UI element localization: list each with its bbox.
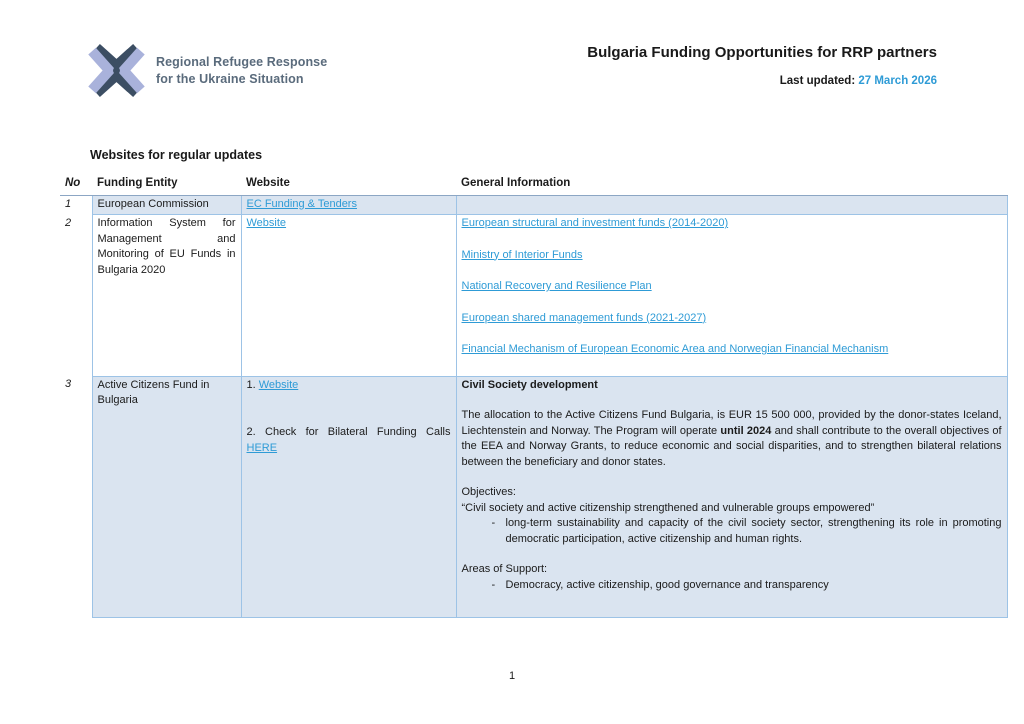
general-information-cell	[456, 195, 1007, 215]
financial-mechanism-link[interactable]: Financial Mechanism of European Economic Area and Norwegian Financial Mechanism	[461, 343, 889, 355]
page-number: 1	[508, 670, 516, 682]
website-link[interactable]: Website	[246, 217, 287, 229]
info-paragraph-part2: and shall contribute to the overall objectives of the EEA and Norway Grants, to reduce economic and social disparities, and to strengthen bilateral relations between the beneficiary and donor states.	[461, 424, 1002, 468]
ec-funding-tenders-link[interactable]: EC Funding & Tenders	[246, 197, 357, 210]
ministry-of-interior-funds-link[interactable]: Ministry of Interior Funds	[461, 248, 583, 261]
table-row	[60, 195, 1007, 215]
column-header-website: Website	[241, 176, 456, 195]
column-header-no: No	[60, 176, 92, 195]
areas-of-support-label: Areas of Support:	[461, 563, 548, 575]
last-updated-label: Last updated:	[779, 75, 856, 87]
last-updated-date: 27 March 2026	[858, 75, 937, 87]
info-paragraph-bold: until 2024	[720, 424, 772, 437]
objectives-label: Objectives:	[461, 486, 516, 498]
logo-text	[156, 54, 327, 88]
website-cell	[241, 215, 456, 377]
section-heading: Websites for regular updates	[90, 148, 263, 162]
funding-entity-cell: Information System for Management and Monitoring of EU Funds in Bulgaria 2020	[92, 215, 241, 377]
shared-management-funds-link[interactable]: European shared management funds (2021-2027)	[461, 311, 707, 324]
bullet-dash: -	[491, 578, 496, 591]
last-updated	[780, 75, 937, 87]
logo-line1: Regional Refugee Response	[156, 54, 328, 69]
areas-bullet	[462, 578, 1002, 594]
bilateral-funding-calls-here-link[interactable]: HERE	[246, 441, 278, 454]
column-header-funding-entity: Funding Entity	[92, 176, 241, 195]
funding-entity-cell: Active Citizens Fund in Bulgaria	[92, 376, 241, 617]
website-item1-prefix: 1.	[246, 378, 259, 391]
website-cell	[241, 195, 456, 215]
website-item2-prefix: 2. Check for Bilateral Funding Calls	[246, 426, 451, 438]
table-header-row	[60, 176, 1007, 195]
row-number: 3	[65, 378, 72, 390]
row-number: 2	[65, 216, 72, 229]
column-header-general-information: General Information	[456, 176, 1007, 195]
bullet-dash: -	[491, 517, 496, 529]
page-title: Bulgaria Funding Opportunities for RRP partners	[587, 44, 937, 61]
website-cell	[241, 376, 456, 617]
objectives-bullet	[462, 516, 1002, 547]
objectives-bullet-text: long-term sustainability and capacity of the civil society sector, strengthening its role in promoting democratic participation, active citizenship and human rights.	[505, 517, 1002, 545]
info-paragraph-part1: The allocation to the Active Citizens Fund Bulgaria, is EUR 15 500 000, provided by the donor-states Iceland, Liechtenstein and Norway. The Program will operate	[461, 409, 1002, 437]
national-recovery-resilience-plan-link[interactable]: National Recovery and Resilience Plan	[461, 280, 652, 292]
rrr-logo-icon	[88, 42, 145, 99]
row-number: 1	[65, 197, 72, 210]
logo-line2: for the Ukraine Situation	[156, 71, 304, 86]
table-row	[60, 376, 1007, 617]
table-row	[60, 215, 1007, 377]
info-paragraph	[462, 408, 1002, 470]
general-information-cell	[456, 376, 1007, 617]
general-information-cell	[456, 215, 1007, 377]
acf-website-link[interactable]: Website	[258, 378, 299, 391]
structural-investment-funds-link[interactable]: European structural and investment funds (2014-2020)	[461, 217, 729, 229]
info-heading: Civil Society development	[461, 378, 598, 391]
funding-entity-cell: European Commission	[92, 195, 241, 215]
rrr-logo	[88, 42, 327, 99]
objectives-quote: “Civil society and active citizenship strengthened and vulnerable groups empowered”	[461, 501, 875, 514]
funding-table	[60, 176, 1008, 618]
areas-bullet-text: Democracy, active citizenship, good governance and transparency	[505, 578, 829, 591]
